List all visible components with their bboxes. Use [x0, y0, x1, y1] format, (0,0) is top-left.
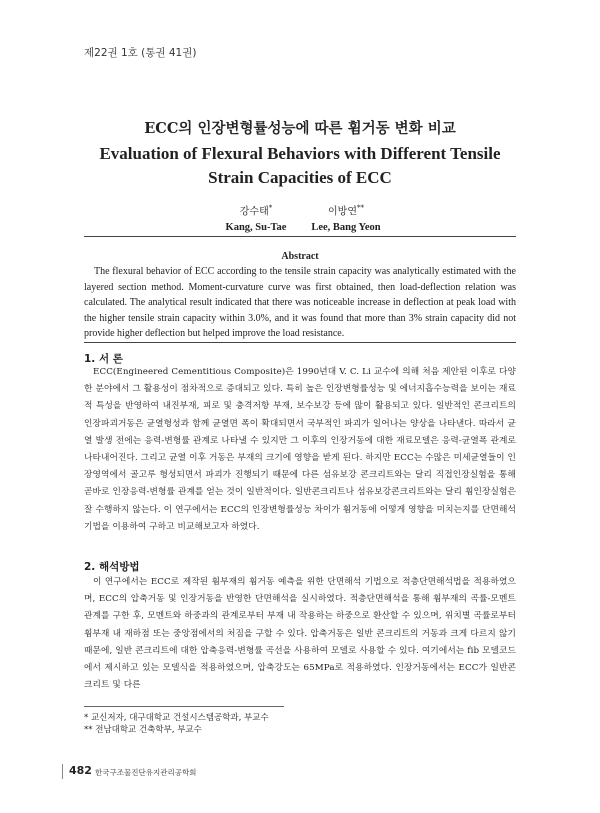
author-2-korean-name: 이방연 — [328, 206, 357, 218]
footnote-2: ** 전남대학교 건축학부, 부교수 — [84, 725, 202, 735]
title-english: Evaluation of Flexural Behaviors with Different Tensile Strain Capacities of ECC — [99, 144, 501, 187]
section-1-heading: 1. 서 론 — [84, 353, 123, 365]
section-2-body: 이 연구에서는 ECC로 제작된 휨부재의 휨거동 예측을 위한 단면해석 기법으로 적층단면해석법을 적용하였으며, ECC의 압축거동 및 인장거동을 반영한 단면해석을 실시하였다. 적층단면해석을 통해 휨부재의 곡률-모멘트 관계를 구한 후, 모멘트와 하중과의 관계로부터 부재 내 작용하는 하중으로 환산할 수 있으며, 위치별 곡률로부터 휨부재 내 재하점 또는 중앙점에서의 처짐을 구할 수 있다. 압축거동은 일반 콘크리트의 거동과 크게 다르지 않기 때문에, 일반 콘크리트에 대한 압축응력-변형률 곡선을 사용하여 모델로 사용할 수 있다. 여기에서는 fib 모델코드에서 제시하고 있는 모델식을 적용하였으며, 압축강도는 65MPa로 적용하였다. 인장거동에서는 ECC가 일반콘크리트 및 다른 — [84, 577, 516, 691]
abstract-heading: Abstract — [281, 251, 319, 262]
journal-name: 한국구조물진단유지관리공학회 — [95, 768, 197, 777]
abstract-top-rule — [84, 236, 516, 237]
abstract-text: The flexural behavior of ECC according to the tensile strain capacity was analytically estimated with the layered section method. Moment-curvature curve was first obtained, then load-deflection relation was calculated. The analytical result indicated that there was noticeable increase in deflection at peak load with the higher tensile strain capacity within 3.0%, and it was found that more than 3% strain capacity did not provide higher deflection but helped improve the load resistance. — [84, 266, 516, 339]
abstract-bottom-rule — [84, 342, 516, 343]
author-2-english-name: Lee, Bang Yeon — [311, 222, 381, 234]
section-2-heading: 2. 해석방법 — [84, 561, 140, 573]
author-2 — [286, 200, 406, 235]
author-2-mark: ** — [356, 204, 364, 212]
section-1-body: ECC(Engineered Cementitious Composite)은 1990년대 V. C. Li 교수에 의해 처음 제안된 이후로 다양한 분야에서 그 활용성이 점차적으로 증대되고 있다. 특히 높은 인장변형률성능 및 에너지흡수능력을 보이는 재료적 특성을 반영하여 내진부재, 피로 및 충격저항 부재, 보수보강 등에 많이 활용되고 있다. 일반적인 콘크리트의 인장파괴거동은 균열형성과 함께 균열면 폭이 확대되면서 국부적인 파괴가 일어나는 양상을 나타낸다. 따라서 균열 발생 전에는 응력-변형률 관계로 나타낼 수 있지만 그 이후의 인장거동에 대한 재료모델은 응력-균열폭 관계로 나타내어진다. 그리고 균열 이후 거동은 부재의 크기에 영향을 받게 된다. 하지만 ECC는 수많은 미세균열들이 인장영역에서 골고루 형성되면서 파괴가 진행되기 때문에 다른 섬유보강 콘크리트와는 달리 직접인장실험을 통해 곧바로 인장응력-변형률 관계를 얻는 것이 일반적이다. 일반콘크리트나 섬유보강콘크리트와는 달리 휨인장실험은 잘 수행하지 않는다. 이 연구에서는 ECC의 인장변형률성능 차이가 휨거동에 어떻게 영향을 미치는지를 단면해석기법을 이용하여 구하고 비교해보고자 하였다. — [84, 367, 516, 532]
title-korean: ECC의 인장변형률성능에 따른 휨거동 변화 비교 — [144, 120, 456, 137]
footnote-rule — [84, 706, 284, 707]
author-1-korean-name: 강수태 — [239, 206, 269, 218]
footer-divider — [62, 764, 63, 779]
page-number: 482 — [69, 764, 92, 777]
journal-volume: 제22권 1호 (통권 41권) — [84, 47, 197, 59]
author-1-mark: * — [268, 204, 273, 212]
footnote-1: * 교신저자, 대구대학교 건설시스템공학과, 부교수 — [84, 713, 269, 723]
author-1-english-name: Kang, Su-Tae — [225, 222, 287, 234]
